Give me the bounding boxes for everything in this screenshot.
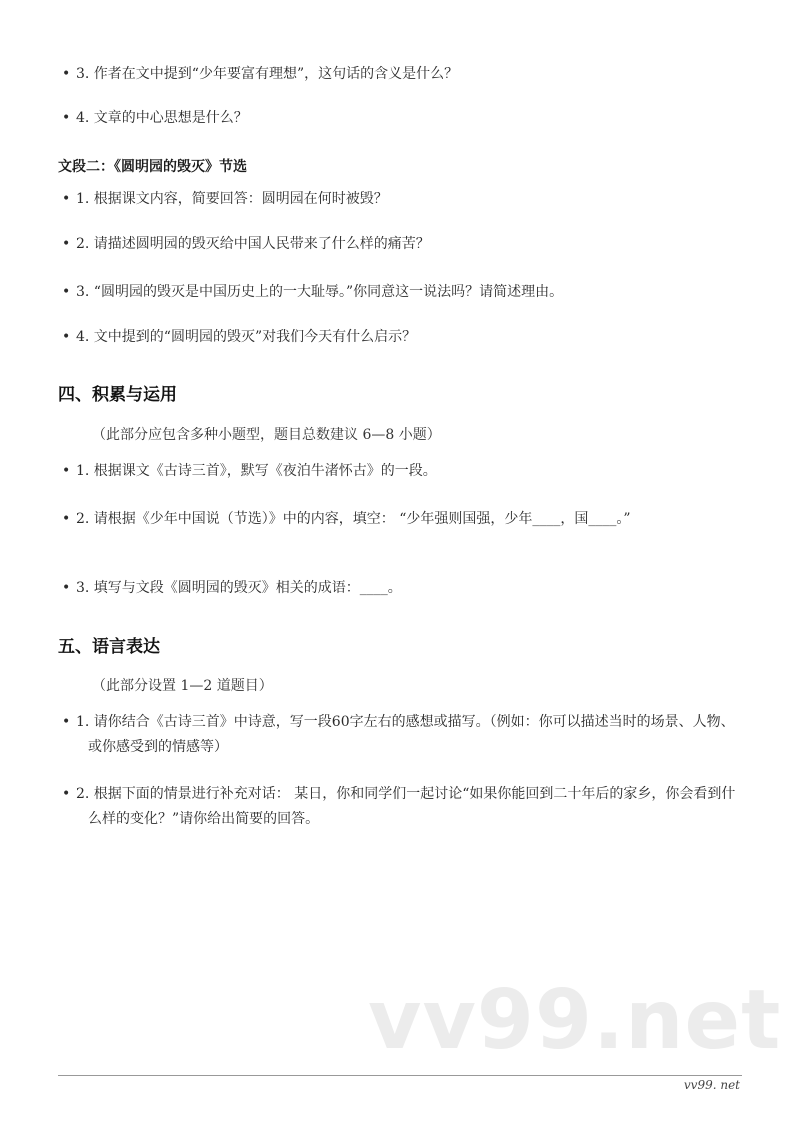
bullet: • [62,786,71,802]
section-note: （此部分应包含多种小题型，题目总数建议 6—8 小题） [92,427,441,443]
list-item [62,325,746,350]
watermark: vv99.net [368,973,782,1068]
question-text: 4. 文中提到的“圆明园的毁灭”对我们今天有什么启示？ [76,329,417,345]
bullet: • [62,191,71,207]
question-text: 2. 根据下面的情景进行补充对话： 某日，你和同学们一起讨论“如果你能回到二十年后的家乡，你会看到什么样的变化？”请你给出简要的回答。 [76,786,736,827]
bullet: • [62,511,71,527]
list-item [62,106,746,131]
question-text: 2. 请根据《少年中国说（节选）》中的内容，填空： “少年强则国强，少年____，国____。” [76,511,631,527]
list-item [62,507,691,532]
bullet: • [62,236,71,252]
question-text: 1. 根据课文《古诗三首》，默写《夜泊牛渚怀古》的一段。 [76,463,437,479]
bullet: • [62,580,71,596]
section-heading: 五、语言表达 [58,637,160,657]
question-text: 4. 文章的中心思想是什么？ [76,110,248,126]
list-item [62,187,746,212]
footer-text: vv99. net [683,1078,740,1092]
bullet: • [62,110,71,126]
bullet: • [62,66,71,82]
list-item [62,710,746,760]
bullet: • [62,329,71,345]
question-text: 3. 作者在文中提到“少年要富有理想”，这句话的含义是什么？ [76,66,459,82]
question-text: 1. 根据课文内容，简要回答：圆明园在何时被毁？ [76,191,388,207]
section-note: （此部分设置 1—2 道题目） [92,678,273,694]
question-text: 3. 填写与文段《圆明园的毁灭》相关的成语：____。 [76,580,402,596]
section-heading: 四、积累与运用 [58,385,177,405]
list-item [62,62,746,87]
question-text: 2. 请描述圆明园的毁灭给中国人民带来了什么样的痛苦？ [76,236,430,252]
bullet: • [62,463,71,479]
question-text: 1. 请你结合《古诗三首》中诗意，写一段60字左右的感想或描写。（例如：你可以描述当时的场景、人物、或你感受到的情感等） [76,714,735,755]
passage-heading: 文段二：《圆明园的毁灭》节选 [58,159,247,175]
bullet: • [62,714,71,730]
list-item [62,459,746,484]
list-item [62,232,746,257]
footer-divider [58,1075,742,1076]
list-item [62,280,746,305]
question-text: 3. “圆明园的毁灭是中国历史上的一大耻辱。”你同意这一说法吗？请简述理由。 [76,284,564,300]
bullet: • [62,284,71,300]
list-item [62,782,746,832]
list-item [62,576,746,601]
